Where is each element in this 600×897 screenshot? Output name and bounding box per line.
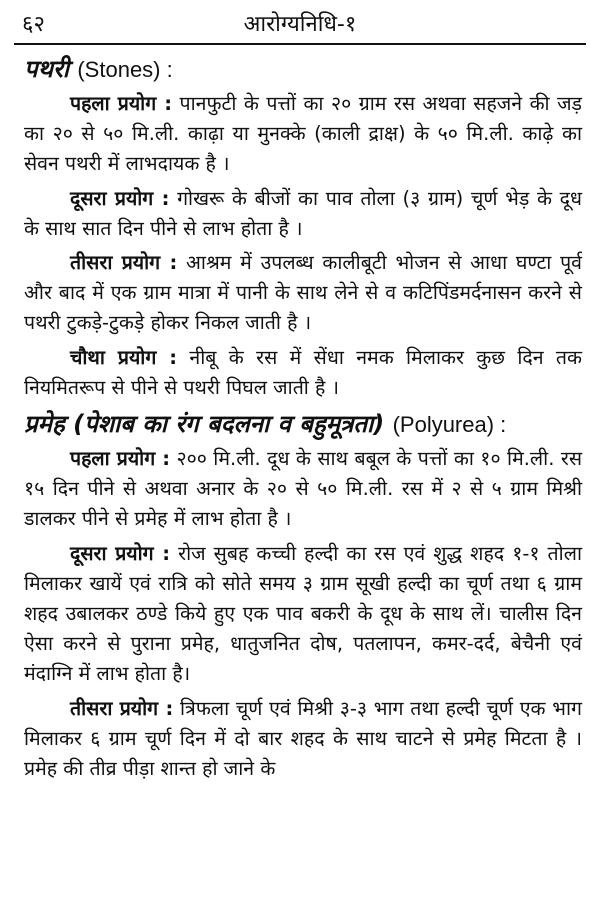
paragraph-label: पहला प्रयोग : — [70, 92, 173, 115]
section-heading — [24, 407, 582, 442]
paragraph-text: पानफुटी के पत्तों का २० ग्राम रस अथवा सहजने की जड़ का २० से ५० मि.ली. काढ़ा या मुनक्के (काली द्राक्ष) के ५० मि.ली. काढ़े का सेवन पथरी में लाभदायक है । — [24, 92, 582, 176]
section-stones — [24, 52, 582, 403]
paragraph — [24, 694, 582, 785]
paragraph-label: तीसरा प्रयोग : — [70, 696, 174, 720]
paragraph — [24, 248, 582, 339]
paragraph-label: दूसरा प्रयोग : — [70, 541, 171, 565]
section-heading-english: (Polyurea) : — [392, 412, 507, 438]
section-polyurea — [24, 407, 582, 784]
paragraph-label: चौथा प्रयोग : — [70, 345, 178, 369]
paragraph-text: आश्रम में उपलब्ध कालीबूटी भोजन से आधा घण्टा पूर्व और बाद में एक ग्राम मात्रा में पानी के साथ लेने से व कटिपिंडमर्दनासन करने से पथरी टुकड़े-टुकड़े होकर निकल जाती है । — [24, 251, 583, 335]
paragraph — [24, 343, 582, 403]
running-title: आरोग्यनिधि-१ — [243, 12, 357, 37]
page-header — [0, 0, 600, 44]
paragraph-text: त्रिफला चूर्ण एवं मिश्री ३-३ भाग तथा हल्दी चूर्ण एक भाग मिलाकर ६ ग्राम चूर्ण दिन में दो बार शहद के साथ चाटने से प्रमेह मिटता है । प्रमेह की तीव्र पीड़ा शान्त हो जाने के — [24, 696, 582, 781]
paragraph — [24, 89, 582, 180]
paragraph-label: दूसरा प्रयोग : — [70, 186, 170, 210]
section-heading — [24, 52, 582, 87]
paragraph — [24, 539, 582, 690]
paragraph-text: २०० मि.ली. दूध के साथ बबूल के पत्तों का १० मि.ली. रस १५ दिन पीने से अथवा अनार के २० से ५० मि.ली. रस में २ से ५ ग्राम मिश्री डालकर पीने से प्रमेह में लाभ होता है । — [24, 447, 583, 531]
section-heading-hindi: पथरी — [24, 55, 69, 83]
header-rule — [14, 43, 586, 45]
paragraph — [24, 444, 582, 535]
paragraph — [24, 184, 582, 244]
page-number: ६२ — [22, 12, 45, 37]
section-heading-hindi: प्रमेह (पेशाब का रंग बदलना व बहुमूत्रता) — [24, 410, 385, 439]
paragraph-label: तीसरा प्रयोग : — [70, 251, 178, 275]
paragraph-label: पहला प्रयोग : — [70, 447, 170, 471]
paragraph-text: नीबू के रस में सेंधा नमक मिलाकर कुछ दिन तक नियमितरूप से पीने से पथरी पिघल जाती है । — [24, 345, 582, 399]
page-body — [24, 52, 582, 788]
paragraph-text: रोज सुबह कच्ची हल्दी का रस एवं शुद्ध शहद १-१ तोला मिलाकर खायें एवं रात्रि को सोते समय ३ ग्राम सूखी हल्दी का चूर्ण तथा ६ ग्राम शहद उबालकर ठण्डे किये हुए एक पाव बकरी के दूध के साथ लें। चालीस दिन ऐसा करने से पुराना प्रमेह, धातुजनित दोष, पतलापन, कमर-दर्द, बेचैनी एवं मंदाग्नि में लाभ होता है। — [24, 541, 582, 686]
section-heading-english: (Stones) : — [77, 57, 173, 82]
paragraph-text: गोखरू के बीजों का पाव तोला (३ ग्राम) चूर्ण भेड़ के दूध के साथ सात दिन पीने से लाभ होता है । — [24, 186, 582, 240]
